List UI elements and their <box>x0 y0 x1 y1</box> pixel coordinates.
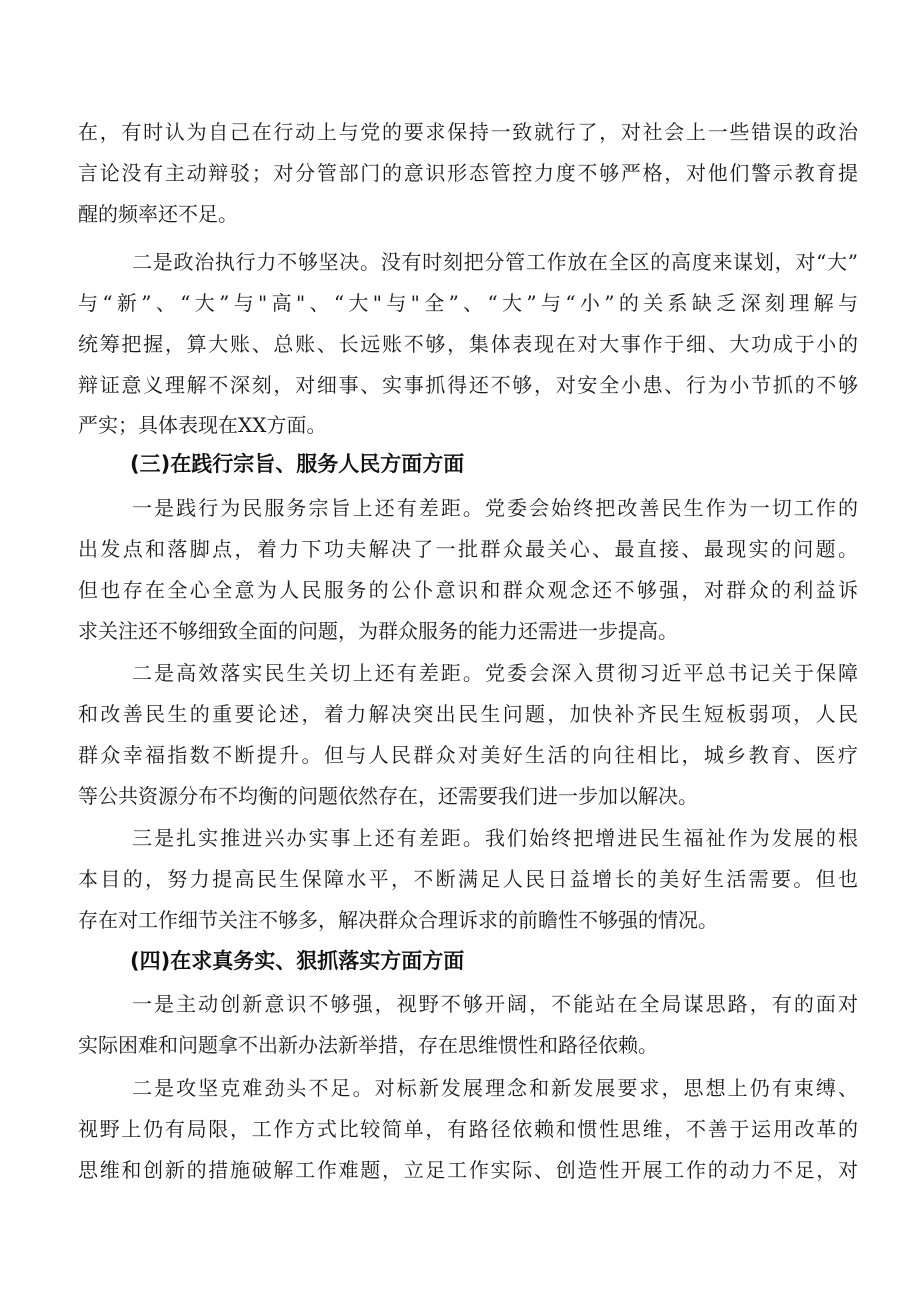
para5-line-3: 存在对工作细节关注不够多，解决群众合理诉求的前瞻性不够强的情况。 <box>78 908 718 932</box>
para2-line-1: 二是政治执行力不够坚决。没有时刻把分管工作放在全区的高度来谋划，对“大” <box>132 250 858 274</box>
para2-line-4: 辩证意义理解不深刻，对细事、实事抓得还不够，对安全小患、行为小节抓的不够 <box>78 373 858 397</box>
para7-line-2: 视野上仍有局限，工作方式比较简单，有路径依赖和惯性思维，不善于运用改革的 <box>78 1117 858 1141</box>
para7-line-1: 二是攻坚克难劲头不足。对标新发展理念和新发展要求，思想上仍有束缚、 <box>132 1076 858 1100</box>
para1-line-2: 言论没有主动辩驳；对分管部门的意识形态管控力度不够严格，对他们警示教育提 <box>78 161 858 185</box>
para4-line-1: 二是高效落实民生关切上还有差距。党委会深入贯彻习近平总书记关于保障 <box>132 661 858 685</box>
para4-line-4: 等公共资源分布不均衡的问题依然存在，还需要我们进一步加以解决。 <box>78 784 698 808</box>
para3-line-2: 出发点和落脚点，着力下功夫解决了一批群众最关心、最直接、最现实的问题。 <box>78 537 858 561</box>
para5-line-2: 本目的，努力提高民生保障水平，不断满足人民日益增长的美好生活需要。但也 <box>78 867 858 891</box>
para2-line-2: 与“新”、“大”与"高"、“大"与"全”、“大”与“小”的关系缺乏深刻理解与 <box>78 291 858 315</box>
section-heading-4: (四)在求真务实、狠抓落实方面方面 <box>130 949 465 973</box>
section-heading-3: (三)在践行宗旨、服务人民方面方面 <box>130 452 465 476</box>
para2-line-5: 严实；具体表现在XX方面。 <box>78 413 327 437</box>
para6-line-1: 一是主动创新意识不够强，视野不够开阔，不能站在全局谋思路，有的面对 <box>132 992 858 1016</box>
para3-line-3: 但也存在全心全意为人民服务的公仆意识和群众观念还不够强，对群众的利益诉 <box>78 578 858 602</box>
para1-line-3: 醒的频率还不足。 <box>78 202 238 226</box>
para7-line-3: 思维和创新的措施破解工作难题，立足工作实际、创造性开展工作的动力不足，对 <box>78 1158 858 1182</box>
para2-line-3: 统筹把握，算大账、总账、长远账不够，集体表现在对大事作于细、大功成于小的 <box>78 332 858 356</box>
para1-line-1: 在，有时认为自己在行动上与党的要求保持一致就行了，对社会上一些错误的政治 <box>78 120 858 144</box>
para4-line-3: 群众幸福指数不断提升。但与人民群众对美好生活的向往相比，城乡教育、医疗 <box>78 743 858 767</box>
para6-line-2: 实际困难和问题拿不出新办法新举措，存在思维惯性和路径依赖。 <box>78 1033 658 1057</box>
para5-line-1: 三是扎实推进兴办实事上还有差距。我们始终把增进民生福祉作为发展的根 <box>132 826 858 850</box>
para4-line-2: 和改善民生的重要论述，着力解决突出民生问题，加快补齐民生短板弱项，人民 <box>78 702 858 726</box>
para3-line-4: 求关注还不够细致全面的问题，为群众服务的能力还需进一步提高。 <box>78 619 678 643</box>
para3-line-1: 一是践行为民服务宗旨上还有差距。党委会始终把改善民生作为一切工作的 <box>132 496 858 520</box>
